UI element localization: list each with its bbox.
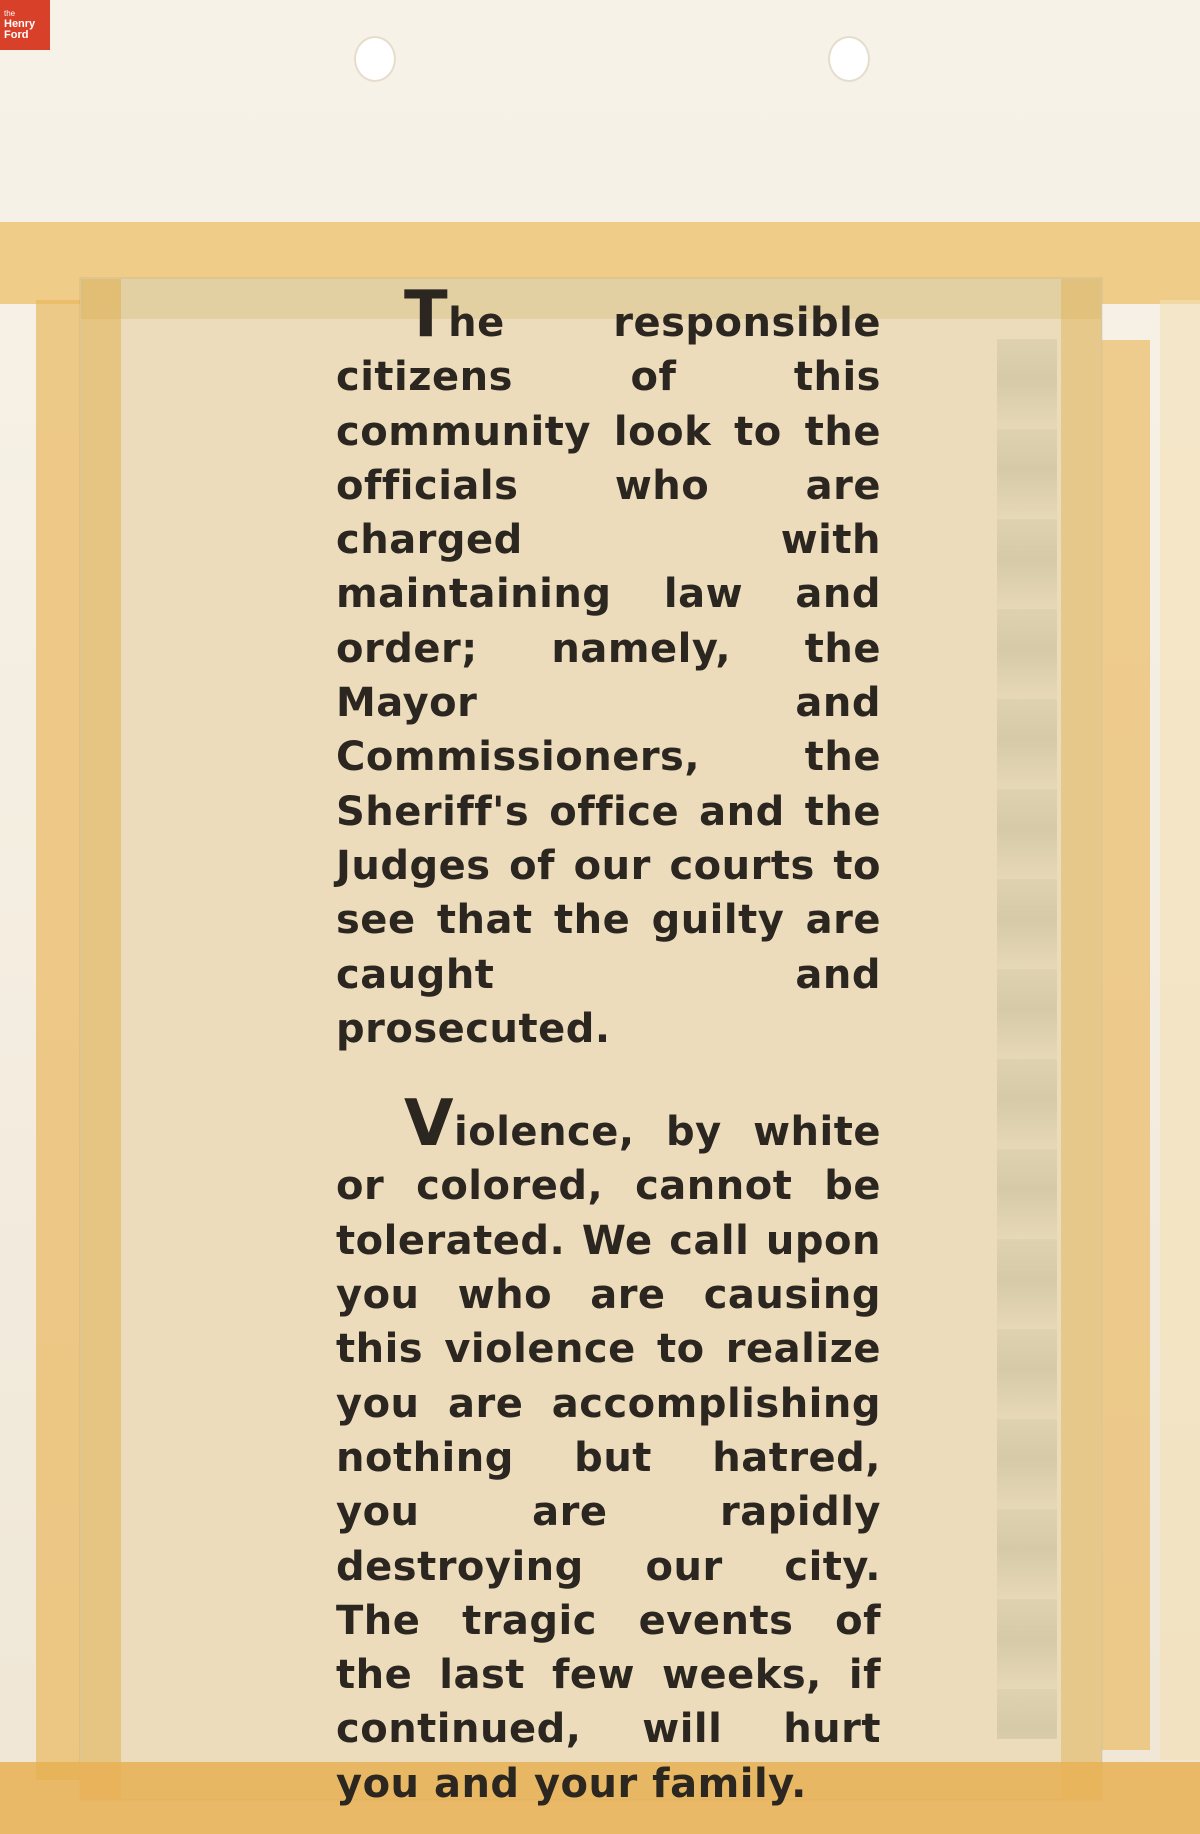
article-text (336, 278, 881, 1811)
paragraph-text: iolence, by white or colored, cannot be tolerated. We call upon you who are causing this violence to realize you are accomplishing nothing but hatred, you are rapidly destroying our city. The tragic events of the last few weeks, if continued, will hurt you and your family. (336, 1109, 881, 1807)
punch-hole-right (828, 36, 870, 82)
punch-hole-left (354, 36, 396, 82)
clipping-tape-right (1061, 279, 1101, 1799)
tape-strip-right-outer (1160, 300, 1200, 1760)
tape-strip-right (1102, 340, 1150, 1750)
drop-cap: T (404, 278, 449, 352)
ink-bleed-through (997, 339, 1057, 1739)
article-paragraph-2 (336, 1087, 881, 1811)
logo-line-1: the (4, 9, 16, 18)
drop-cap: V (404, 1087, 455, 1162)
clipping-tape-left (81, 279, 121, 1799)
paragraph-text: he responsible citizens of this community look to the officials who are charged with maintaining law and order; namely, the Mayor and Commissioners, the Sheriff's office and the Judges of our courts to see that the guilty are caught and prosecuted. (336, 300, 881, 1052)
article-paragraph-1 (336, 278, 881, 1056)
logo-line-3: Ford (4, 29, 29, 41)
henry-ford-logo (0, 0, 50, 50)
logo-line-2: Henry (4, 18, 36, 30)
